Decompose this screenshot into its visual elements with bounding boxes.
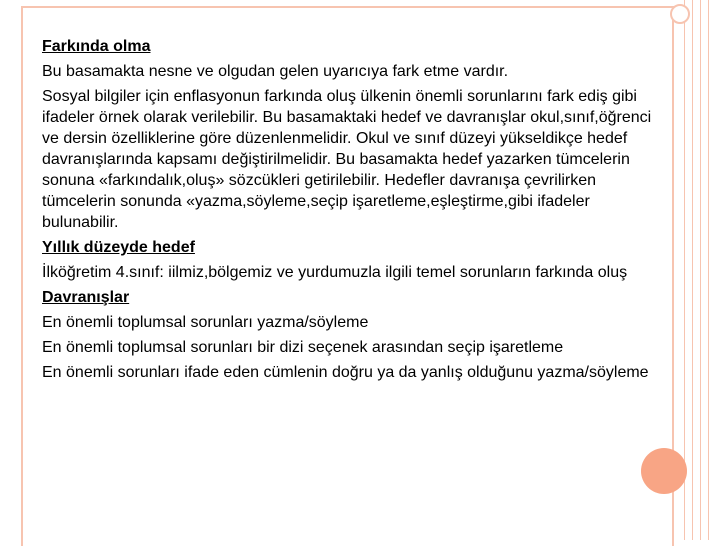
slide-content [42,36,667,387]
decorative-rule [708,0,709,540]
yearly-goal-text: İlköğretim 4.sınıf: iilmiz,bölgemiz ve yurdumuzla ilgili temel sorunların farkında oluş [42,264,628,281]
heading-yearly-goal: Yıllık düzeyde hedef [42,239,195,256]
decorative-dot-icon [641,448,687,494]
heading-awareness: Farkında olma [42,38,151,55]
behavior-item: En önemli toplumsal sorunları bir dizi seçenek arasından seçip işaretleme [42,339,564,356]
intro-paragraph: Bu basamakta nesne ve olgudan gelen uyarıcıya fark etme vardır. [42,63,509,80]
decorative-rule [700,0,701,540]
body-paragraph: Sosyal bilgiler için enflasyonun farkında oluş ülkenin önemli sorunlarını fark ediş gibi ifadeler örnek olarak verilebilir. Bu basamaktaki hedef ve davranışlar okul,sınıf,öğrenci ve dersin özelliklerine göre düzenlenmelidir. Okul ve sınıf düzeyi yükseldikçe hedef davranışlarında kapsamı değiştirilmelidir. Bu basamakta hedef yazarken tümcelerin sonuna «farkındalık,oluş» sözcükleri getirilebilir. Hedefler davranışa çevrilirken tümcelerin sonunda «yazma,söyleme,seçip işaretleme,eşleştirme,gibi ifadeler bulunabilir. [42,88,652,231]
heading-behaviors: Davranışlar [42,289,130,306]
decorative-ring-icon [670,4,690,24]
behavior-item: En önemli toplumsal sorunları yazma/söyleme [42,314,369,331]
behavior-item: En önemli sorunları ifade eden cümlenin doğru ya da yanlış olduğunu yazma/söyleme [42,364,649,381]
decorative-rule [692,0,693,540]
